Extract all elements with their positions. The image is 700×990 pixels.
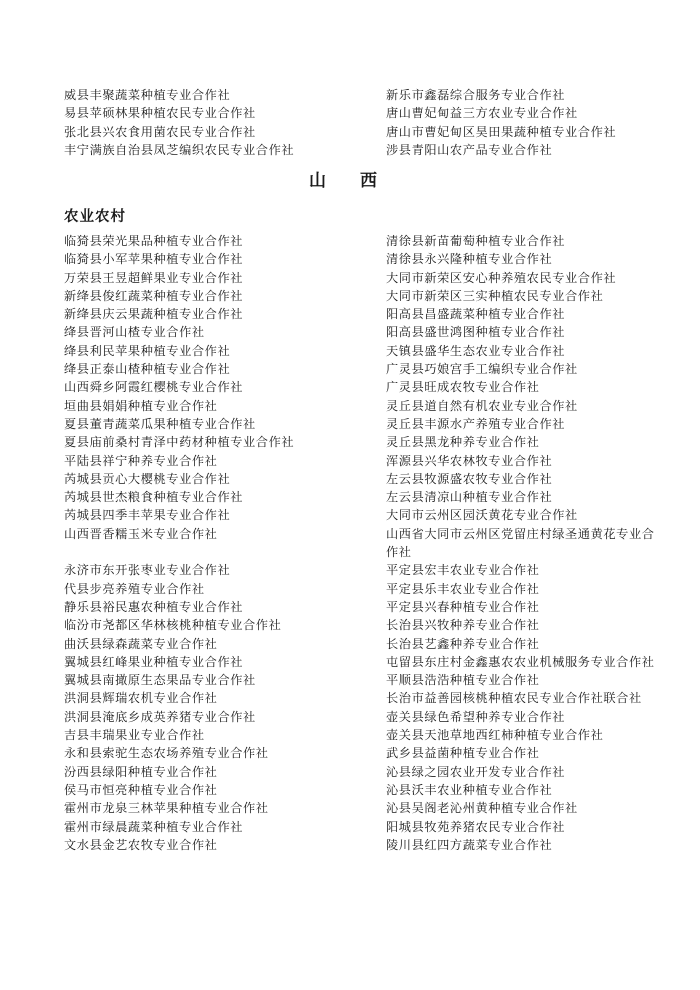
- cooperative-name: 长治县兴牧种养专业合作社: [386, 618, 540, 633]
- cooperative-name: 新绛县俊红蔬菜种植专业合作社: [64, 288, 244, 303]
- cooperative-name: 长治市益善园核桃种植农民专业合作社联合社: [386, 691, 642, 706]
- cooperative-name: 夏县董青蔬菜瓜果种植专业合作社: [64, 416, 256, 431]
- cooperative-name: 浑源县兴华农林牧专业合作社: [386, 453, 553, 468]
- cooperative-name: 左云县清凉山种植专业合作社: [386, 490, 553, 505]
- cooperative-name: 唐山市曹妃甸区昊田果蔬种植专业合作社: [386, 124, 617, 139]
- cooperative-name: 平顺县浩浩种植专业合作社: [386, 673, 540, 688]
- cooperative-name: 吉县丰瑞果业专业合作社: [64, 728, 205, 743]
- cooperative-name: 壶关县绿色希望种养专业合作社: [386, 709, 566, 724]
- cooperative-name: 万荣县王昱超鲜果业专业合作社: [64, 270, 244, 285]
- cooperative-name: 平陆县祥宁种养专业合作社: [64, 453, 218, 468]
- cooperative-name: 阳高县昌盛蔬菜种植专业合作社: [386, 307, 566, 322]
- cooperative-name: 唐山曹妃甸益三方农业专业合作社: [386, 106, 578, 121]
- cooperative-name: 永和县索驼生态农场养殖专业合作社: [64, 746, 269, 761]
- cooperative-name: 静乐县裕民惠农种植专业合作社: [64, 599, 244, 614]
- cooperative-name: 曲沃县绿森蔬菜专业合作社: [64, 636, 218, 651]
- cooperative-name: 永济市东开张枣业专业合作社: [64, 563, 231, 578]
- cooperative-name: 易县苹硕林果种植农民专业合作社: [64, 106, 256, 121]
- cooperative-name: 临猗县荣光果品种植专业合作社: [64, 234, 244, 248]
- cooperative-name: 张北县兴农食用菌农民专业合作社: [64, 124, 256, 139]
- cooperative-name: 新绛县庆云果蔬种植专业合作社: [64, 307, 244, 322]
- cooperative-name: 绛县利民苹果种植专业合作社: [64, 343, 231, 358]
- cooperative-name: 绛县正泰山楂种植专业合作社: [64, 362, 231, 377]
- cooperative-name: 绛县晋河山楂专业合作社: [64, 325, 205, 340]
- cooperative-name: 芮城县四季丰苹果专业合作社: [64, 508, 231, 523]
- cooperative-list: [64, 232, 664, 854]
- cooperative-name: 山西舜乡阿霞红樱桃专业合作社: [64, 380, 244, 395]
- cooperative-name: 洪洞县淹底乡成英养猪专业合作社: [64, 709, 256, 724]
- cooperative-name: 阳城县牧苑养猪农民专业合作社: [386, 819, 566, 834]
- cooperative-name: 涉县青阳山农产品专业合作社: [386, 142, 553, 157]
- cooperative-name: 平定县乐丰农业专业合作社: [386, 581, 540, 596]
- cooperative-name: 山西晋香糯玉米专业合作社: [64, 526, 218, 541]
- cooperative-name: 翼城县红峰果业种植专业合作社: [64, 654, 244, 669]
- cooperative-name: 陵川县红四方蔬菜专业合作社: [386, 837, 553, 852]
- cooperative-name: 沁县吴阁老沁州黄种植专业合作社: [386, 801, 578, 816]
- cooperative-name: 大同市新荣区三实种植农民专业合作社: [386, 288, 604, 303]
- cooperative-name: 山西省大同市云州区党留庄村绿圣通黄花专业合作社: [386, 526, 655, 560]
- cooperative-name: 天镇县盛华生态农业专业合作社: [386, 343, 566, 358]
- cooperative-name: 代县步亮养殖专业合作社: [64, 581, 205, 596]
- cooperative-name: 武乡县益菌种植专业合作社: [386, 746, 540, 761]
- cooperative-name: 清徐县永兴隆种植专业合作社: [386, 252, 553, 267]
- cooperative-name: 洪洞县辉瑞农机专业合作社: [64, 691, 218, 706]
- cooperative-name: 霍州市绿晨蔬菜种植专业合作社: [64, 819, 244, 834]
- cooperative-name: 广灵县旺成农牧专业合作社: [386, 380, 540, 395]
- cooperative-name: 夏县庙前桑村青泽中药材种植专业合作社: [64, 435, 295, 450]
- province-heading: 山 西: [309, 171, 391, 191]
- cooperative-name: 新乐市鑫磊综合服务专业合作社: [386, 88, 566, 102]
- cooperative-name: 垣曲县娟娟种植专业合作社: [64, 398, 218, 413]
- cooperative-name: 大同市新荣区安心种养殖农民专业合作社: [386, 270, 617, 285]
- cooperative-name: 灵丘县道自然有机农业专业合作社: [386, 398, 578, 413]
- cooperative-name: 临猗县小军苹果种植专业合作社: [64, 252, 244, 267]
- cooperative-name: 丰宁满族自治县凤芝编织农民专业合作社: [64, 142, 295, 157]
- cooperative-name: 屯留县东庄村金鑫惠农农业机械服务专业合作社: [386, 654, 655, 669]
- cooperative-name: 汾西县绿阳种植专业合作社: [64, 764, 218, 779]
- cooperative-list-continued: [64, 86, 664, 159]
- cooperative-name: 壶关县天池草地西红柿种植专业合作社: [386, 728, 604, 743]
- cooperative-name: 平定县兴春种植专业合作社: [386, 599, 540, 614]
- cooperative-name: 长治县艺鑫种养专业合作社: [386, 636, 540, 651]
- cooperative-name: 左云县牧源盛农牧专业合作社: [386, 471, 553, 486]
- section-heading: 农业农村: [64, 208, 126, 225]
- cooperative-name: 灵丘县黑龙种养专业合作社: [386, 435, 540, 450]
- cooperative-name: 沁县绿之园农业开发专业合作社: [386, 764, 566, 779]
- cooperative-name: 平定县宏丰农业专业合作社: [386, 563, 540, 578]
- cooperative-name: 临汾市尧都区华林核桃种植专业合作社: [64, 618, 282, 633]
- cooperative-name: 清徐县新苗葡萄种植专业合作社: [386, 234, 566, 248]
- cooperative-name: 广灵县巧娘宫手工编织专业合作社: [386, 362, 578, 377]
- cooperative-name: 阳高县盛世鸿图种植专业合作社: [386, 325, 566, 340]
- cooperative-name: 灵丘县丰源水产养殖专业合作社: [386, 416, 566, 431]
- cooperative-name: 霍州市龙泉三林苹果种植专业合作社: [64, 801, 269, 816]
- cooperative-name: 沁县沃丰农业种植专业合作社: [386, 782, 553, 797]
- cooperative-name: 芮城县世杰粮食种植专业合作社: [64, 490, 244, 505]
- cooperative-name: 大同市云州区园沃黄花专业合作社: [386, 508, 578, 523]
- cooperative-name: 翼城县南撖原生态果品专业合作社: [64, 673, 256, 688]
- cooperative-name: 芮城县贡心大樱桃专业合作社: [64, 471, 231, 486]
- cooperative-name: 侯马市恒亮种植专业合作社: [64, 782, 218, 797]
- cooperative-name: 文水县金艺农牧专业合作社: [64, 837, 218, 852]
- cooperative-name: 威县丰聚蔬菜种植专业合作社: [64, 88, 231, 102]
